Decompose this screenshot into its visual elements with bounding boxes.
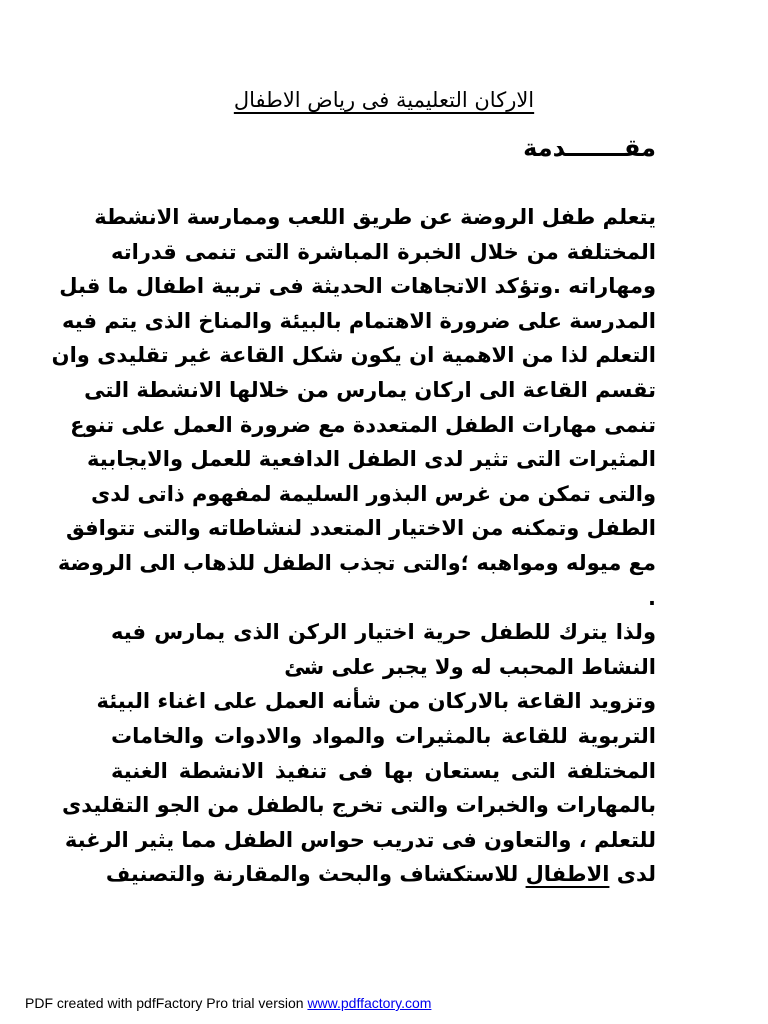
body-line: تنمى مهارات الطفل المتعددة مع ضرورة العمل على تنوع (70, 412, 656, 437)
pdf-footer (25, 994, 431, 1012)
body-line: تقسم القاعة الى اركان يمارس من خلالها الانشطة التى (84, 377, 656, 402)
body-line: المثيرات التى تثير لدى الطفل الدافعية للعمل والايجابية (87, 447, 656, 472)
intro-heading: مقـــــــدمة (523, 134, 656, 162)
body-line: مع ميوله ومواهبه ؛والتى تجذب الطفل للذهاب الى الروضة (57, 550, 656, 575)
body-line: يتعلم طفل الروضة عن طريق اللعب وممارسة الانشطة (94, 205, 656, 229)
footer-link[interactable]: www.pdffactory.com (307, 995, 432, 1011)
underlined-word: الاطفال (525, 862, 610, 887)
footer-text: PDF created with pdfFactory Pro trial version (25, 995, 308, 1011)
document-title-text: الاركان التعليمية فى رياض الاطفال (233, 88, 535, 112)
body-line: المختلفة التى يستعان بها فى تنفيذ الانشطة الغنية (111, 758, 656, 783)
body-line: . (648, 585, 656, 610)
body-line: بالمهارات والخبرات والتى تخرج بالطفل من الجو التقليدى (62, 793, 656, 818)
body-line: وتزويد القاعة بالاركان من شأنه العمل على اغناء البيئة (96, 689, 656, 714)
body-line: المختلفة من خلال الخبرة المباشرة التى تنمى قدراته (111, 239, 656, 264)
body-line: الطفل وتمكنه من الاختيار المتعدد لنشاطاته والتى تتوافق (65, 516, 656, 541)
body-line: التعلم لذا من الاهمية ان يكون شكل القاعة غير تقليدى وان (51, 343, 656, 368)
body-line: المدرسة على ضرورة الاهتمام بالبيئة والمناخ الذى يتم فيه (62, 308, 656, 333)
body-line: ولذا يترك للطفل حرية اختيار الركن الذى يمارس فيه (111, 620, 656, 645)
body-line: للتعلم ، والتعاون فى تدريب حواس الطفل مما يثير الرغبة (64, 827, 656, 852)
document-body (51, 200, 656, 892)
document-title (0, 84, 768, 116)
body-line: التربوية للقاعة بالمثيرات والمواد والادوات والخامات (111, 723, 656, 748)
body-line: النشاط المحبب له ولا يجبر على شئ (284, 654, 656, 679)
last-line-suffix: للاستكشاف والبحث والمقارنة والتصنيف (105, 862, 526, 887)
body-line: ومهاراته .وتؤكد الاتجاهات الحديثة فى تربية اطفال ما قبل (59, 274, 656, 299)
body-line: والتى تمكن من غرس البذور السليمة لمفهوم ذاتى لدى (90, 481, 656, 506)
last-line-prefix: لدى (609, 862, 656, 887)
body-line-last (105, 857, 656, 892)
